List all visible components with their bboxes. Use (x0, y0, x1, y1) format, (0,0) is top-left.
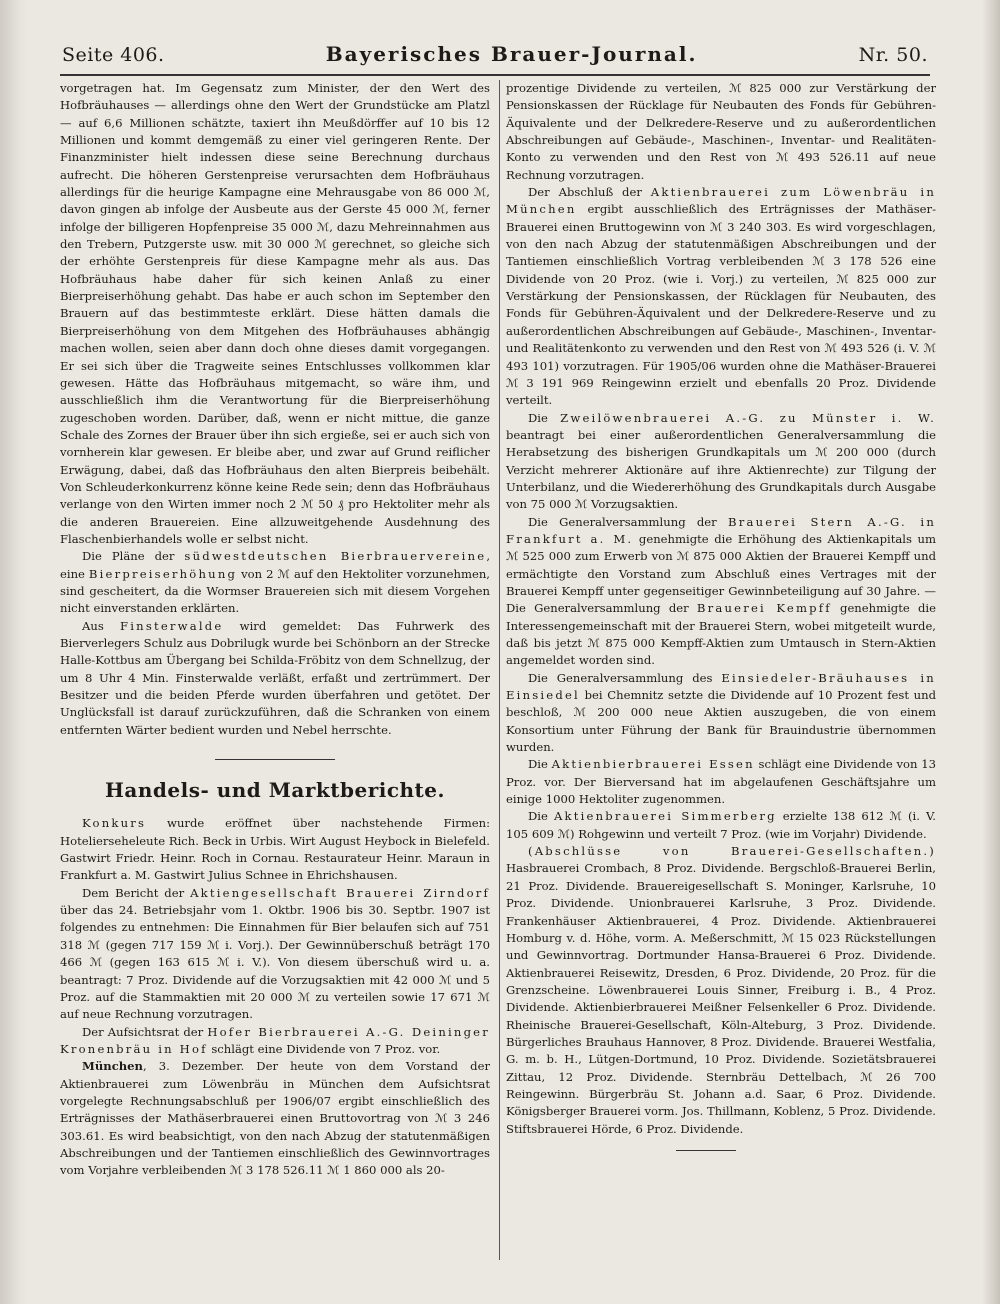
page-header (62, 42, 928, 72)
paragraph: Die Zweilöwenbrauerei A.-G. zu Münster i. W. beantragt bei einer außerordentlichen Generalversammlung die Herabsetzung des bisherigen Grundkapitals um ℳ 200 000 (durch Verzicht mehrerer Aktionäre auf ihre Aktienrechte) zur Tilgung der Unterbilanz, und die Wiedererhöhung des Grundkapitals durch Ausgabe von 75 000 ℳ Vorzugsaktien. (506, 410, 936, 512)
paragraph: Konkurs wurde eröffnet über nachstehende Firmen: Hotelierseheleute Rich. Beck in Urbis. Wirt August Heybock in Bielefeld. Gastwirt Friedr. Heinr. Roch in Cornau. Restaurateur Heinr. Maraun in Frankfurt a. M. Gastwirt Julius Schnee in Ehrichshausen. (60, 816, 490, 883)
paragraph: Die Generalversammlung der Brauerei Stern A.-G. in Frankfurt a. M. genehmigte die Erhöhung des Aktienkapitals um ℳ 525 000 zum Erwerb von ℳ 875 000 Aktien der Brauerei Kempff und ermächtigte den Vorstand zum Abschluß eines Vertrages mit der Brauerei Kempff unter gegenseitiger Gewinnbeteiligung auf 30 Jahre. — Die Generalversammlung der Brauerei Kempff genehmigte die Interessengemeinschaft mit der Brauerei Stern, wobei mitgeteilt wurde, daß bis jetzt ℳ 875 000 Kempff-Aktien zum Umtausch in Stern-Aktien angemeldet worden sind. (506, 514, 936, 668)
paragraph: Dem Bericht der Aktiengesellschaft Brauerei Zirndorf über das 24. Betriebsjahr vom 1. Oktbr. 1906 bis 30. Septbr. 1907 ist folgendes zu entnehmen: Die Einnahmen für Bier belaufen sich auf 751 318 ℳ (gegen 717 159 ℳ i. Vorj.). Der Gewinnüberschuß beträgt 170 466 ℳ (gegen 163 615 ℳ i. V.). Von diesem überschuß wird u. a. beantragt: 7 Proz. Dividende auf die Vorzugsaktien mit 42 000 ℳ und 5 Proz. auf die Stammaktien mit 20 000 ℳ zu verteilen sowie 17 671 ℳ auf neue Rechnung vorzutragen. (60, 885, 490, 1022)
paragraph: Der Abschluß der Aktienbrauerei zum Löwenbräu in München ergibt ausschließlich des Erträgnisses der Mathäser-Brauerei einen Bruttogewinn von ℳ 3 240 303. Es wird vorgeschlagen, von den nach Abzug der statutenmäßigen Abschreibungen und der Tantiemen einschließlich Vortrag verbleibenden ℳ 3 178 526 eine Dividende von 20 Proz. (wie i. Vorj.) zu verteilen, ℳ 825 000 zur Verstärkung der Pensionskassen, der Rücklagen für Neubauten, des Fonds für Gebühren-Äquivalent und der Delkredere-Reserve und zu außerordentlichen Abschreibungen auf Gebäude-, Maschinen-, Inventar- und Realitätenkonto zu verwenden und den Rest von ℳ 493 526 (i. V. ℳ 493 101) vorzutragen. Für 1905/06 wurden ohne die Mathäser-Brauerei ℳ 3 191 969 Reingewinn erzielt und ebenfalls 20 Proz. Dividende verteilt. (506, 185, 936, 408)
page-number: Seite 406. (62, 44, 165, 66)
left-column (60, 80, 490, 1260)
paragraph: Die Pläne der südwestdeutschen Bierbrauervereine, eine Bierpreiserhöhung von 2 ℳ auf den Hektoliter vorzunehmen, sind gescheitert, da die Wormser Brauereien sich mit diesem Vorgehen nicht einverstanden erklärten. (60, 549, 490, 616)
section-title: Handels- und Marktberichte. (105, 778, 445, 803)
paragraph: Die Generalversammlung des Einsiedeler-Bräuhauses in Einsiedel bei Chemnitz setzte die Dividende auf 10 Prozent fest und beschloß, ℳ 200 000 neue Aktien auszugeben, die von einem Konsortium unter Führung der Bank für Brauindustrie übernommen wurden. (506, 670, 936, 755)
paragraph: München, 3. Dezember. Der heute von dem Vorstand der Aktienbrauerei zum Löwenbräu in München dem Aufsichtsrat vorgelegte Rechnungsabschluß per 1906/07 ergibt einschließlich des Erträgnisses der Mathäserbrauerei einen Bruttovortrag von ℳ 3 246 303.61. Es wird beabsichtigt, von den nach Abzug der statutenmäßigen Abschreibungen und der Tantiemen einschließlich des Gewinnvortrages vom Vorjahre verbleibenden ℳ 3 178 526.11 ℳ 1 860 000 als 20- (60, 1059, 490, 1178)
end-rule (676, 1150, 736, 1151)
page-edge-right (982, 0, 1000, 1304)
right-column (506, 80, 936, 1260)
paragraph: Die Aktienbrauerei Simmerberg erzielte 138 612 ℳ (i. V. 105 609 ℳ) Rohgewinn und verteilt 7 Proz. (wie im Vorjahr) Dividende. (506, 809, 936, 841)
paragraph: prozentige Dividende zu verteilen, ℳ 825 000 zur Verstärkung der Pensionskassen der Rücklage für Neubauten des Fonds für Gebühren-Äquivalente und der Delkredere-Reserve und zu außerordentlichen Abschreibungen auf Gebäude-, Maschinen-, Inventar- und Realitäten-Konto zu verwenden und den Rest von ℳ 493 526.11 auf neue Rechnung vorzutragen. (506, 81, 936, 182)
paragraph: vorgetragen hat. Im Gegensatz zum Minister, der den Wert des Hofbräuhauses — allerdings ohne den Wert der Grundstücke am Platzl — auf 6,6 Millionen schätzte, taxiert ihn Meußdörffer auf 10 bis 12 Millionen und kommt demgemäß zu einer viel geringeren Rente. Der Finanzminister hielt indessen diese seine Berechnung durchaus aufrecht. Die höheren Gerstenpreise verursachten dem Hofbräuhaus allerdings für die heurige Kampagne eine Mehrausgabe von 86 000 ℳ, davon gingen ab infolge der Ausbeute aus der Gerste 45 000 ℳ, ferner infolge der billigeren Hopfenpreise 35 000 ℳ, dazu Mehreinnahmen aus den Trebern, Putzgerste usw. mit 30 000 ℳ gerechnet, so gleiche sich der erhöhte Gerstenpreis für diese Kampagne mehr als aus. Das Hofbräuhaus habe daher für sich keinen Anlaß zu einer Bierpreiserhöhung gehabt. Das habe er auch schon im September den Brauern auf das bestimmteste erklärt. Diese hätten damals die Bierpreiserhöhung von dem Mitgehen des Hofbräuhauses abhängig machen wollen, seien aber dann doch ohne dieses damit vorgegangen. Er sei sich über die Tragweite seines Entschlusses vollkommen klar gewesen. Hätte das Hofbräuhaus mitgemacht, so wäre ihm, und ausschließlich ihm die Verantwortung für die Bierpreiserhöhung zugeschoben worden. Darüber, daß, wenn er nicht mittue, die ganze Schale des Zornes der Brauer über ihn sich ergieße, sei er auch sich von vornherein klar gewesen. Er bleibe aber, und zwar auf Grund reiflicher Erwägung, dabei, daß das Hofbräuhaus den alten Bierpreis beibehält. Von Schleuderkonkurrenz könne keine Rede sein; denn das Hofbräuhaus verlange von den Wirten immer noch 2 ℳ 50 ₰ pro Hektoliter mehr als die anderen Brauereien. Eine allzuweitgehende Ausdehnung des Flaschenbierhandels wolle er selbst nicht. (60, 81, 490, 546)
column-divider (499, 80, 500, 1260)
issue-number: Nr. 50. (858, 44, 928, 66)
journal-title: Bayerisches Brauer-Journal. (325, 42, 698, 66)
page-edge-left (0, 0, 28, 1304)
paragraph: Die Aktienbierbrauerei Essen schlägt eine Dividende von 13 Proz. vor. Der Bierversand hat im abgelaufenen Geschäftsjahre um einige 1000 Hektoliter zugenommen. (506, 757, 936, 807)
paragraph: Der Aufsichtsrat der Hofer Bierbrauerei A.-G. Deininger Kronenbräu in Hof schlägt eine Dividende von 7 Proz. vor. (60, 1024, 490, 1056)
paragraph: (Abschlüsse von Brauerei-Gesellschaften.) Hasbrauerei Crombach, 8 Proz. Dividende. Bergschloß-Brauerei Berlin, 21 Proz. Dividende. Brauereigesellschaft S. Moninger, Karlsruhe, 10 Proz. Dividende. Unionbrauerei Karlsruhe, 3 Proz. Dividende. Frankenhäuser Aktienbrauerei, 4 Proz. Dividende. Aktienbrauerei Homburg v. d. Höhe, vorm. A. Meßerschmitt, ℳ 15 023 Rückstellungen und Gewinnvortrag. Dortmunder Hansa-Brauerei 6 Proz. Dividende. Aktienbrauerei Reisewitz, Dresden, 6 Proz. Dividende, 20 Proz. für die Grenzscheine. Löwenbrauerei Louis Sinner, Freiburg i. B., 4 Proz. Dividende. Aktienbierbrauerei Meißner Felsenkeller 6 Proz. Dividende. Rheinische Brauerei-Gesellschaft, Köln-Alteburg, 3 Proz. Dividende. Bürgerliches Brauhaus Hannover, 8 Proz. Dividende. Brauerei Westfalia, G. m. b. H., Lütgen-Dortmund, 10 Proz. Dividende. Sozietätsbrauerei Zittau, 12 Proz. Dividende. Sternbräu Dettelbach, ℳ 26 700 Reingewinn. Bürgerbräu St. Johann a.d. Saar, 6 Proz. Dividende. Königsberger Brauerei vorm. Jos. Thillmann, Koblenz, 5 Proz. Dividende. Stiftsbrauerei Hörde, 6 Proz. Dividende. (506, 844, 936, 1136)
section-divider (215, 759, 335, 760)
header-rule (60, 74, 930, 76)
paragraph: Aus Finsterwalde wird gemeldet: Das Fuhrwerk des Bierverlegers Schulz aus Dobrilugk wurde bei Schönborn an der Strecke Halle-Kottbus am Übergang bei Schilda-Fröbitz von dem Schnellzug, der um 8 Uhr 4 Min. Finsterwalde verläßt, erfaßt und zertrümmert. Der Besitzer und die beiden Pferde wurden überfahren und getötet. Der Unglücksfall ist darauf zurückzuführen, daß die Schranken von einem entfernten Wärter bedient wurden und Nebel herrschte. (60, 618, 490, 737)
